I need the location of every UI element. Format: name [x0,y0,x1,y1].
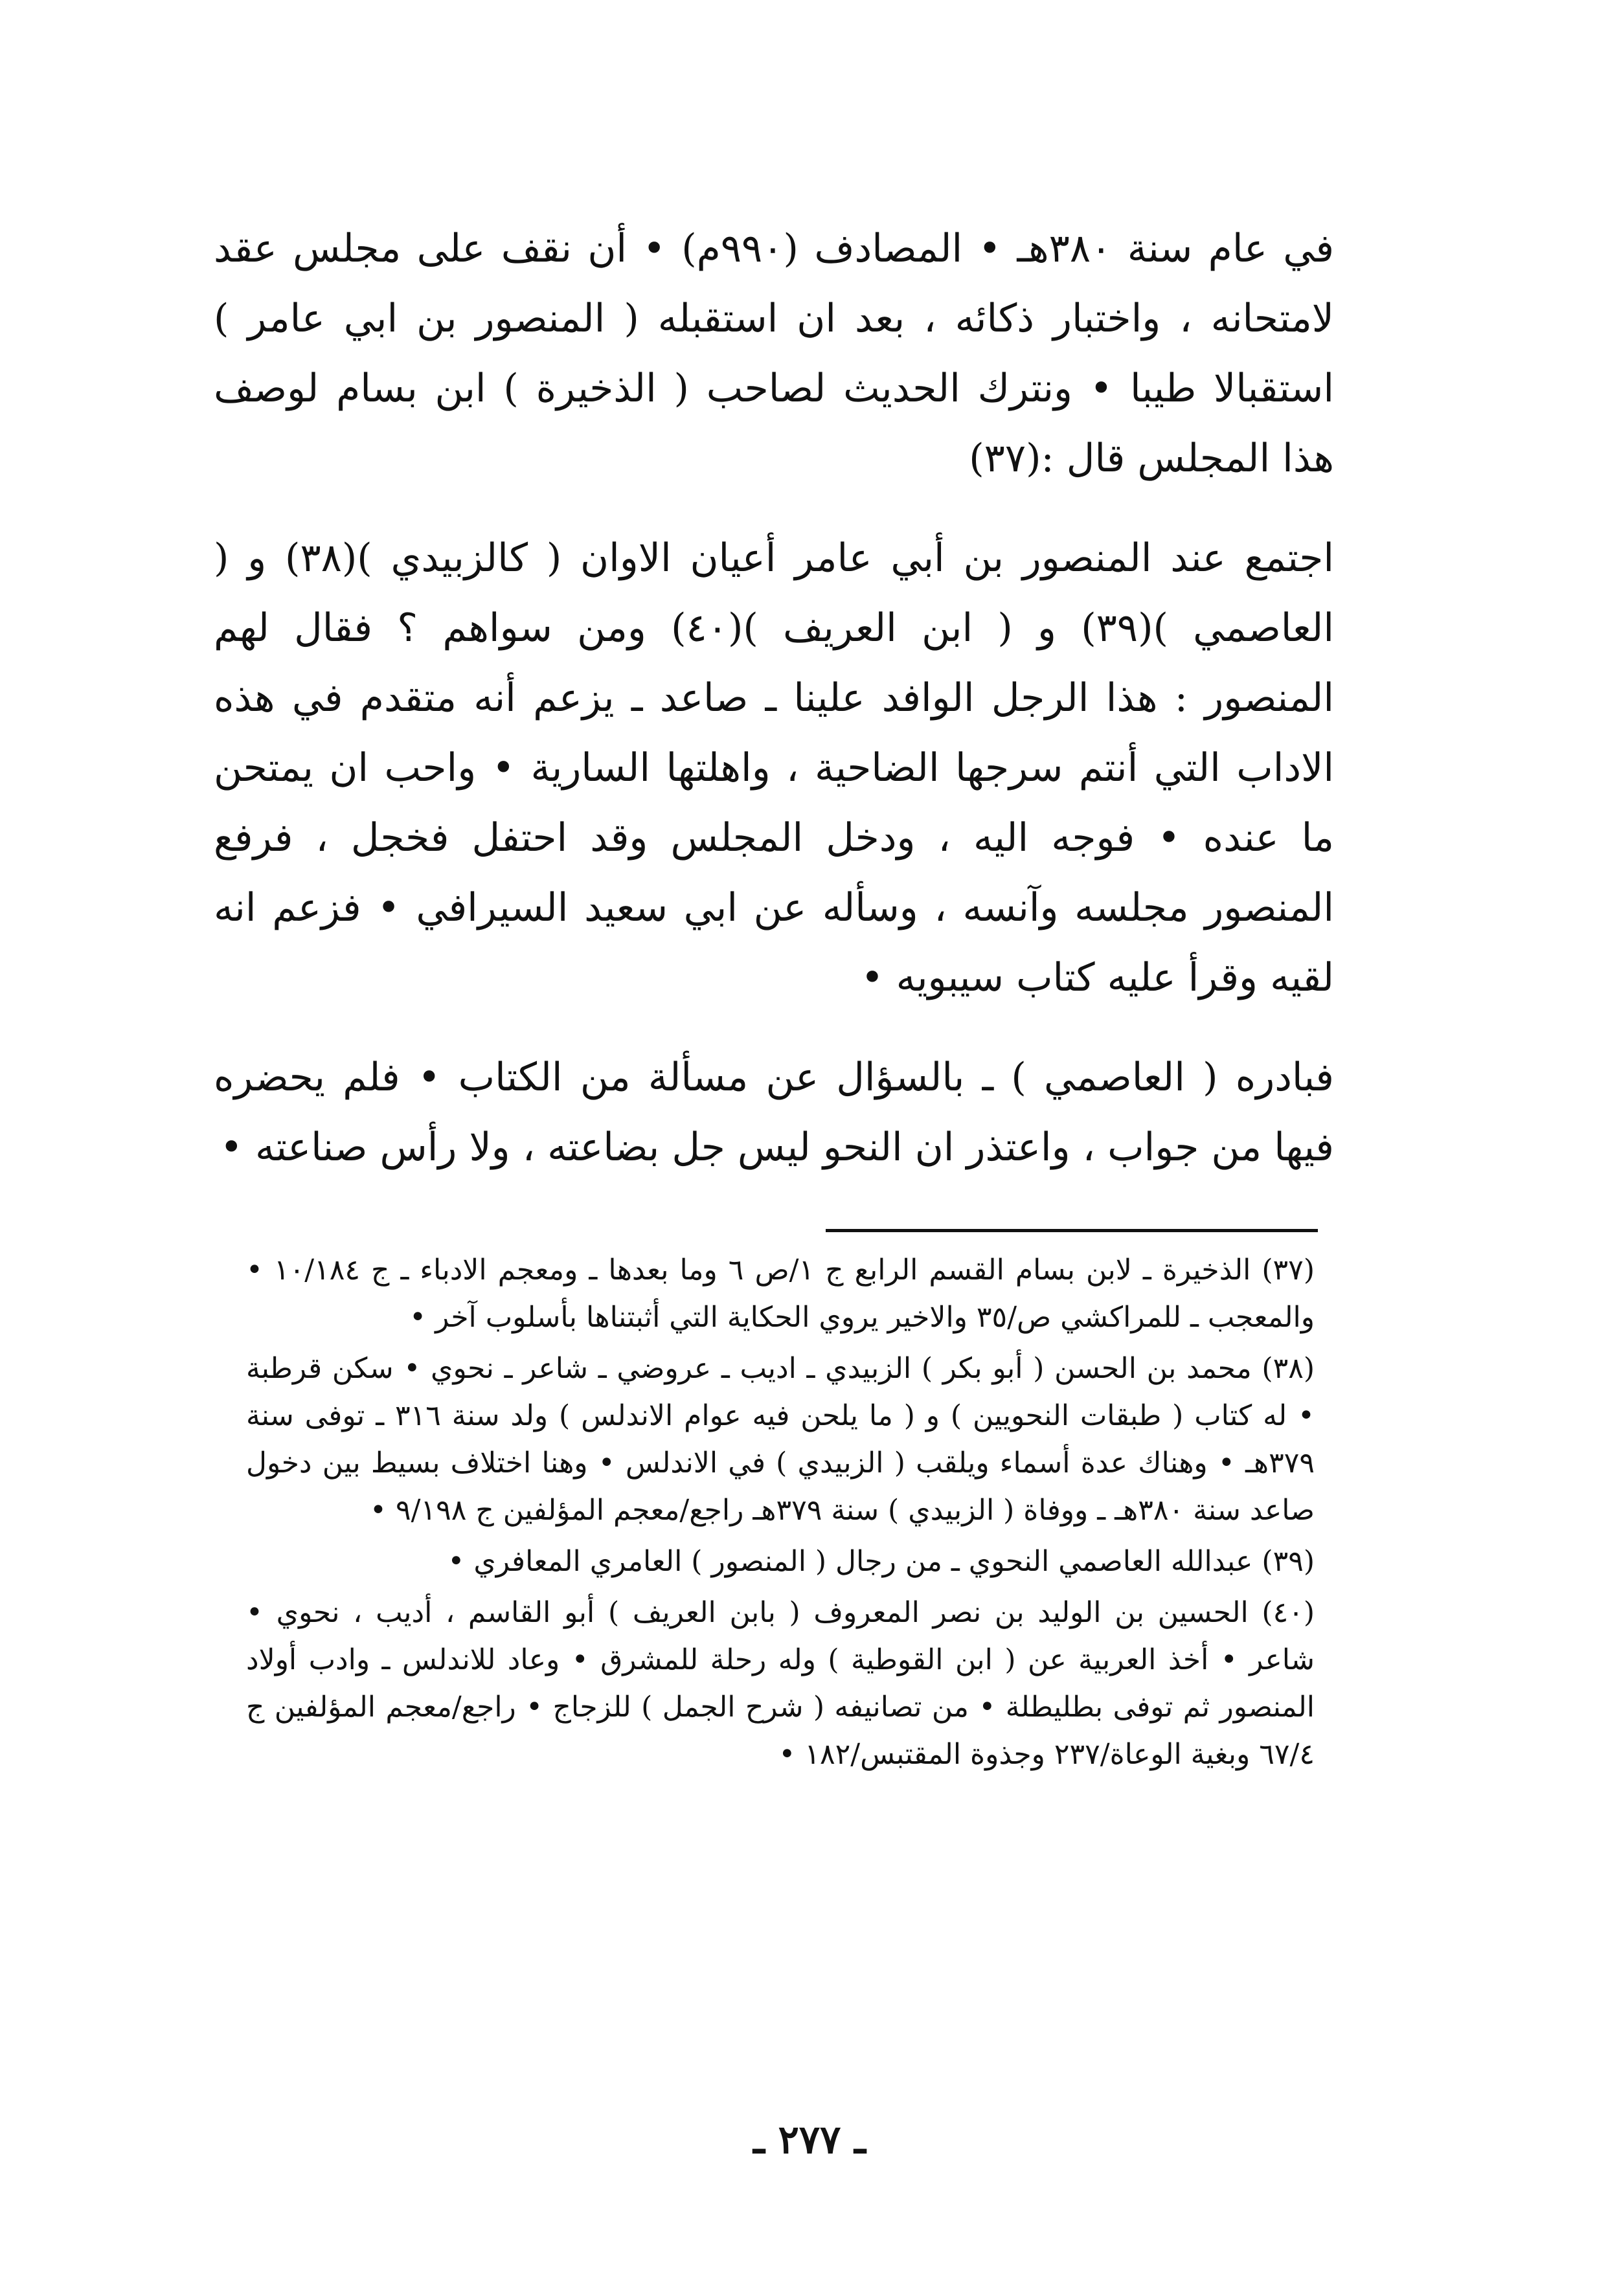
paragraph-gathering: اجتمع عند المنصور بن أبي عامر أعيان الاوان ( كالزبيدي )(٣٨) و ( العاصمي )(٣٩) و ( ابن العريف )(٤٠) ومن سواهم ؟ فقال لهم المنصور : هذا الرجل الوافد علينا ـ صاعد ـ يزعم أنه متقدم في هذه الاداب التي أنتم سرجها الضاحية ، واهلتها السارية • واحب ان يمتحن ما عنده • فوجه اليه ، ودخل المجلس وقد احتفل فخجل ، فرفع المنصور مجلسه وآنسه ، وسأله عن ابي سعيد السيرافي • فزعم انه لقيه وقرأ عليه كتاب سيبويه • [214,535,1335,1000]
footnote-40: (٤٠) الحسين بن الوليد بن نصر المعروف ( بابن العريف ) أبو القاسم ، أديب ، نحوي • شاعر • أخذ العربية عن ( ابن القوطية ) وله رحلة للمشرق • وعاد للاندلس ـ وادب أولاد المنصور ثم توفى بطليطلة • من تصانيفه ( شرح الجمل ) للزجاج • راجع/معجم المؤلفين ج ٦٧/٤ وبغية الوعاة/٢٣٧ وجذوة المقتبس/١٨٢ • [246,1596,1315,1771]
footnote-38: (٣٨) محمد بن الحسن ( أبو بكر ) الزبيدي ـ اديب ـ عروضي ـ شاعر ـ نحوي • سكن قرطبة • له كتاب ( طبقات النحويين ) و ( ما يلحن فيه عوام الاندلس ) ولد سنة ٣١٦ ـ توفى سنة ٣٧٩هـ • وهناك عدة أسماء ويلقب ( الزبيدي ) في الاندلس • وهنا اختلاف بسيط بين دخول صاعد سنة ٣٨٠هـ ـ ووفاة ( الزبيدي ) سنة ٣٧٩هـ راجع/معجم المؤلفين ج ٩/١٩٨ • [246,1352,1315,1527]
page-number: ـ ٢٧٧ ـ [753,2117,866,2163]
footnote-37: (٣٧) الذخيرة ـ لابن بسام القسم الرابع ج ١/ص ٦ وما بعدها ـ ومعجم الادباء ـ ج ١٠/١٨٤ • والمعجب ـ للمراكشي ص/٣٥ والاخير يروي الحكاية التي أثبتناها بأسلوب آخر • [246,1254,1315,1334]
main-text [214,214,1334,1182]
paragraph-question: فبادره ( العاصمي ) ـ بالسؤال عن مسألة من الكتاب • فلم يحضره فيها من جواب ، واعتذر ان النحو ليس جل بضاعته ، ولا رأس صناعته • [214,1055,1334,1170]
footnote-divider [826,1229,1318,1232]
footnotes [246,1246,1315,1782]
paragraph-intro: في عام سنة ٣٨٠هـ • المصادف (٩٩٠م) • أن نقف على مجلس عقد لامتحانه ، واختبار ذكائه ، بعد ان استقبله ( المنصور بن ابي عامر ) استقبالا طيبا • ونترك الحديث لصاحب ( الذخيرة ) ابن بسام لوصف هذا المجلس قال :(٣٧) [214,226,1334,481]
footnote-39: (٣٩) عبدالله العاصمي النحوي ـ من رجال ( المنصور ) العامري المعافري • [447,1545,1315,1578]
